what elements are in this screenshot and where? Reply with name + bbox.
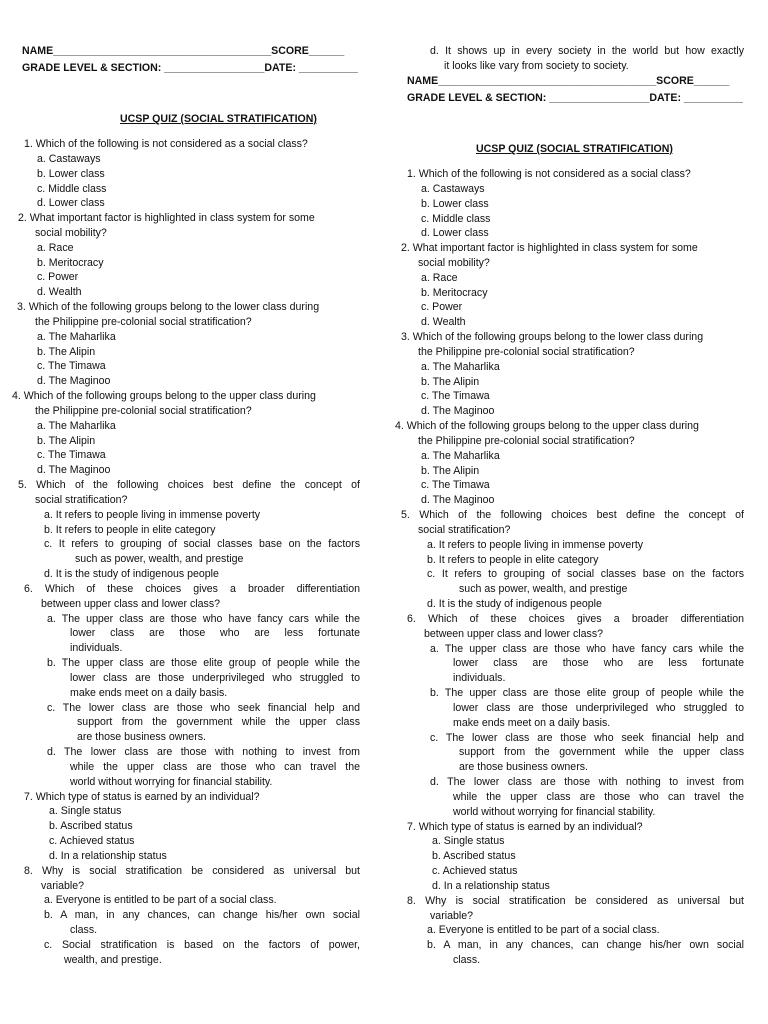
question-continuation: variable? — [430, 910, 473, 922]
quiz-title: UCSP QUIZ (SOCIAL STRATIFICATION) — [476, 143, 673, 155]
choice: c. It refers to grouping of social classes base on the factors — [427, 568, 744, 580]
choice: b. A man, in any chances, can change his/her own social — [427, 939, 744, 951]
question-continuation: social mobility? — [35, 227, 107, 239]
choice-continuation: class. — [70, 924, 98, 936]
question-8: 8. Why is social stratification be considered as universal but — [24, 865, 360, 877]
choice: b. Lower class — [37, 168, 105, 180]
choice: a. Everyone is entitled to be part of a social class. — [427, 924, 660, 936]
choice: d. It shows up in every society in the world but how exactly — [430, 45, 744, 57]
question-6: 6. Which of these choices gives a broader differentiation — [24, 583, 360, 595]
question-7: 7. Which type of status is earned by an individual? — [407, 821, 643, 833]
choice: b. A man, in any chances, can change his/her own social — [44, 909, 360, 921]
question-continuation: the Philippine pre-colonial social stratification? — [418, 346, 635, 358]
question-continuation: the Philippine pre-colonial social stratification? — [35, 316, 252, 328]
choice: a. The upper class are those who have fancy cars while the — [430, 643, 744, 655]
choice: d. Lower class — [37, 197, 105, 209]
question-5: 5. Which of the following choices best define the concept of — [18, 479, 360, 491]
choice: b. Ascribed status — [432, 850, 516, 862]
choice: c. The lower class are those who seek financial help and — [47, 702, 360, 714]
choice: a. The Maharlika — [421, 450, 500, 462]
question-5: 5. Which of the following choices best define the concept of — [401, 509, 744, 521]
choice: b. Lower class — [421, 198, 489, 210]
question-2: 2. What important factor is highlighted in class system for some — [18, 212, 315, 224]
question-1: 1. Which of the following is not considered as a social class? — [407, 168, 691, 180]
choice: d. In a relationship status — [49, 850, 167, 862]
choice: a. The Maharlika — [37, 331, 116, 343]
choice: c. The Timawa — [421, 479, 490, 491]
choice-continuation: make ends meet on a daily basis. — [70, 687, 228, 699]
choice: a. Race — [421, 272, 458, 284]
choice-continuation: lower class are those underprivileged who struggled to — [453, 702, 744, 714]
choice: c. Achieved status — [49, 835, 135, 847]
choice-continuation: wealth, and prestige. — [64, 954, 162, 966]
question-4: 4. Which of the following groups belong to the upper class during — [395, 420, 699, 432]
question-continuation: between upper class and lower class? — [424, 628, 604, 640]
choice: a. It refers to people living in immense poverty — [427, 539, 644, 551]
choice: c. Achieved status — [432, 865, 518, 877]
choice: d. It is the study of indigenous people — [427, 598, 602, 610]
question-continuation: between upper class and lower class? — [41, 598, 221, 610]
choice: b. The Alipin — [421, 376, 480, 388]
choice: d. The Maginoo — [37, 464, 111, 476]
choice: d. Wealth — [37, 286, 82, 298]
choice-continuation: it looks like vary from society to society. — [444, 60, 629, 72]
choice: d. The Maginoo — [421, 405, 495, 417]
question-continuation: the Philippine pre-colonial social stratification? — [35, 405, 252, 417]
choice: d. The Maginoo — [421, 494, 495, 506]
question-continuation: variable? — [41, 880, 84, 892]
choice: d. In a relationship status — [432, 880, 550, 892]
choice: d. Wealth — [421, 316, 466, 328]
grade-date-line: GRADE LEVEL & SECTION: _________________DATE: __________ — [407, 92, 743, 104]
choice: a. Single status — [49, 805, 122, 817]
choice-continuation: make ends meet on a daily basis. — [453, 717, 611, 729]
choice-continuation: are those business owners. — [77, 731, 206, 743]
choice-continuation: lower class are those underprivileged who struggled to — [70, 672, 360, 684]
choice: a. It refers to people living in immense poverty — [44, 509, 261, 521]
choice-continuation: while the upper class are those who can travel the — [453, 791, 744, 803]
question-continuation: the Philippine pre-colonial social stratification? — [418, 435, 635, 447]
choice: c. Power — [37, 271, 79, 283]
choice-continuation: world without worrying for financial stability. — [453, 806, 656, 818]
choice: b. Ascribed status — [49, 820, 133, 832]
choice: b. It refers to people in elite category — [427, 554, 599, 566]
choice: a. The Maharlika — [37, 420, 116, 432]
choice: b. The upper class are those elite group of people while the — [430, 687, 744, 699]
question-8: 8. Why is social stratification be considered as universal but — [407, 895, 744, 907]
choice: a. The Maharlika — [421, 361, 500, 373]
question-continuation: social mobility? — [418, 257, 490, 269]
question-continuation: social stratification? — [35, 494, 128, 506]
choice: c. Social stratification is based on the factors of power, — [44, 939, 360, 951]
choice-continuation: class. — [453, 954, 481, 966]
choice-continuation: individuals. — [70, 642, 123, 654]
question-continuation: social stratification? — [418, 524, 511, 536]
choice: d. It is the study of indigenous people — [44, 568, 219, 580]
choice-continuation: support from the government while the upper class — [459, 746, 744, 758]
question-7: 7. Which type of status is earned by an individual? — [24, 791, 260, 803]
choice: c. Power — [421, 301, 463, 313]
choice-continuation: individuals. — [453, 672, 506, 684]
question-3: 3. Which of the following groups belong to the lower class during — [17, 301, 320, 313]
choice: a. Single status — [432, 835, 505, 847]
quiz-title: UCSP QUIZ (SOCIAL STRATIFICATION) — [120, 113, 317, 125]
choice: b. The upper class are those elite group of people while the — [47, 657, 360, 669]
choice-continuation: world without worrying for financial stability. — [70, 776, 273, 788]
question-3: 3. Which of the following groups belong to the lower class during — [401, 331, 704, 343]
name-score-line: NAME_____________________________________SCORE______ — [22, 45, 345, 57]
choice: c. The lower class are those who seek financial help and — [430, 732, 744, 744]
choice: b. It refers to people in elite category — [44, 524, 216, 536]
choice: c. The Timawa — [37, 449, 106, 461]
choice: a. Castaways — [421, 183, 485, 195]
choice: d. The lower class are those with nothing to invest from — [430, 776, 744, 788]
choice: b. The Alipin — [421, 465, 480, 477]
name-score-line: NAME_____________________________________SCORE______ — [407, 75, 730, 87]
grade-date-line: GRADE LEVEL & SECTION: _________________DATE: __________ — [22, 62, 358, 74]
choice: a. Castaways — [37, 153, 101, 165]
choice-continuation: lower class are those who are less fortunate — [453, 657, 744, 669]
choice-continuation: lower class are those who are less fortunate — [70, 627, 360, 639]
question-2: 2. What important factor is highlighted in class system for some — [401, 242, 698, 254]
choice: c. It refers to grouping of social classes base on the factors — [44, 538, 360, 550]
choice: d. Lower class — [421, 227, 489, 239]
question-4: 4. Which of the following groups belong to the upper class during — [12, 390, 316, 402]
choice: b. Meritocracy — [37, 257, 104, 269]
choice: c. Middle class — [37, 183, 107, 195]
choice: d. The lower class are those with nothing to invest from — [47, 746, 360, 758]
choice: c. The Timawa — [421, 390, 490, 402]
choice: b. The Alipin — [37, 346, 96, 358]
choice: a. Everyone is entitled to be part of a social class. — [44, 894, 277, 906]
question-1: 1. Which of the following is not considered as a social class? — [24, 138, 308, 150]
choice: a. Race — [37, 242, 74, 254]
choice-continuation: support from the government while the upper class — [77, 716, 360, 728]
choice-continuation: such as power, wealth, and prestige — [459, 583, 628, 595]
choice: a. The upper class are those who have fancy cars while the — [47, 613, 360, 625]
choice: d. The Maginoo — [37, 375, 111, 387]
choice-continuation: such as power, wealth, and prestige — [75, 553, 244, 565]
choice-continuation: while the upper class are those who can travel the — [70, 761, 360, 773]
choice-continuation: are those business owners. — [459, 761, 588, 773]
choice: c. The Timawa — [37, 360, 106, 372]
choice: c. Middle class — [421, 213, 491, 225]
question-6: 6. Which of these choices gives a broader differentiation — [407, 613, 744, 625]
choice: b. The Alipin — [37, 435, 96, 447]
choice: b. Meritocracy — [421, 287, 488, 299]
